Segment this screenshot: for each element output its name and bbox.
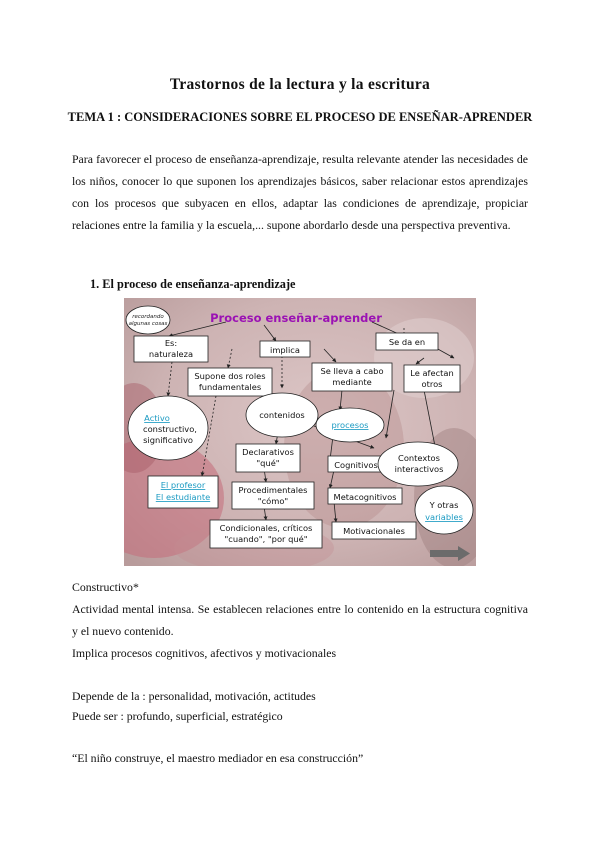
procesos-link[interactable]: procesos bbox=[331, 420, 369, 430]
puede-ser-line: Puede ser : profundo, superficial, estratégico bbox=[72, 709, 283, 723]
significativo-label: significativo bbox=[143, 435, 193, 445]
document-title: Trastornos de la lectura y la escritura bbox=[169, 76, 431, 93]
cognitivos-label: Cognitivos bbox=[334, 460, 378, 470]
profesor-link[interactable]: El profesor bbox=[160, 480, 206, 490]
actividad-paragraph: Actividad mental intensa. Se establecen relaciones entre lo contenido en la estructura cognitiva y el nuevo contenido. bbox=[72, 602, 528, 638]
naturaleza-label: naturaleza bbox=[148, 349, 194, 359]
le-afectan-label: Le afectan bbox=[410, 368, 454, 378]
se-lleva-label: Se lleva a cabo bbox=[320, 366, 384, 376]
implica-label: implica bbox=[270, 345, 300, 355]
depende-line: Depende de la : personalidad, motivación, actitudes bbox=[72, 689, 316, 703]
sticker-badge bbox=[126, 306, 170, 334]
variables-link[interactable]: variables bbox=[425, 512, 463, 522]
contextos-label: interactivos bbox=[394, 464, 444, 474]
constructivo-label: constructivo, bbox=[143, 424, 197, 434]
le-afectan-label: otros bbox=[421, 379, 443, 389]
condicionales-label: "cuando", "por qué" bbox=[224, 534, 308, 544]
condicionales-label: Condicionales, críticos bbox=[219, 523, 313, 533]
declarativos-label: Declarativos bbox=[242, 447, 294, 457]
contenidos-label: contenidos bbox=[259, 410, 305, 420]
contextos-label: Contextos bbox=[398, 453, 440, 463]
constructivo-title: Constructivo* bbox=[72, 580, 139, 594]
supone-label: Supone dos roles bbox=[194, 371, 266, 381]
topic-heading: TEMA 1 : CONSIDERACIONES SOBRE EL PROCESO DE ENSEÑAR-APRENDER bbox=[67, 110, 533, 124]
motivacionales-label: Motivacionales bbox=[343, 526, 405, 536]
sticker-text: recordando bbox=[132, 314, 164, 320]
implica-procesos-line: Implica procesos cognitivos, afectivos y motivacionales bbox=[72, 646, 337, 660]
procedimentales-label: "cómo" bbox=[257, 496, 289, 506]
procedimentales-label: Procedimentales bbox=[238, 485, 308, 495]
sticker-text: algunas cosas bbox=[128, 321, 168, 327]
se-lleva-label: mediante bbox=[332, 377, 372, 387]
activo-link[interactable]: Activo bbox=[144, 413, 170, 423]
metacognitivos-label: Metacognitivos bbox=[333, 492, 397, 502]
declarativos-label: "qué" bbox=[256, 458, 280, 468]
section-heading: 1. El proceso de enseñanza-aprendizaje bbox=[90, 277, 296, 291]
y-otras-label: Y otras bbox=[429, 500, 459, 510]
concept-map-image bbox=[124, 298, 476, 566]
diagram-title: Proceso enseñar-aprender bbox=[210, 311, 382, 325]
supone-label: fundamentales bbox=[198, 382, 262, 392]
quote-line: “El niño construye, el maestro mediador en esa construcción” bbox=[72, 751, 364, 765]
es-label: Es: bbox=[164, 338, 178, 348]
ellipse-variables bbox=[415, 486, 473, 534]
intro-paragraph: Para favorecer el proceso de enseñanza-aprendizaje, resulta relevante atender las necesidades de los niños, conocer lo que suponen los aprendizajes básicos, saber relacionar estos aprendizajes con los procesos que subyacen en ellos, adaptar las condiciones de aprendizaje, propiciar relaciones entre la familia y la escuela,... supone abordarlo desde una perspectiva preventiva. bbox=[72, 152, 528, 232]
se-da-en-label: Se da en bbox=[388, 337, 426, 347]
estudiante-link[interactable]: El estudiante bbox=[155, 492, 211, 502]
